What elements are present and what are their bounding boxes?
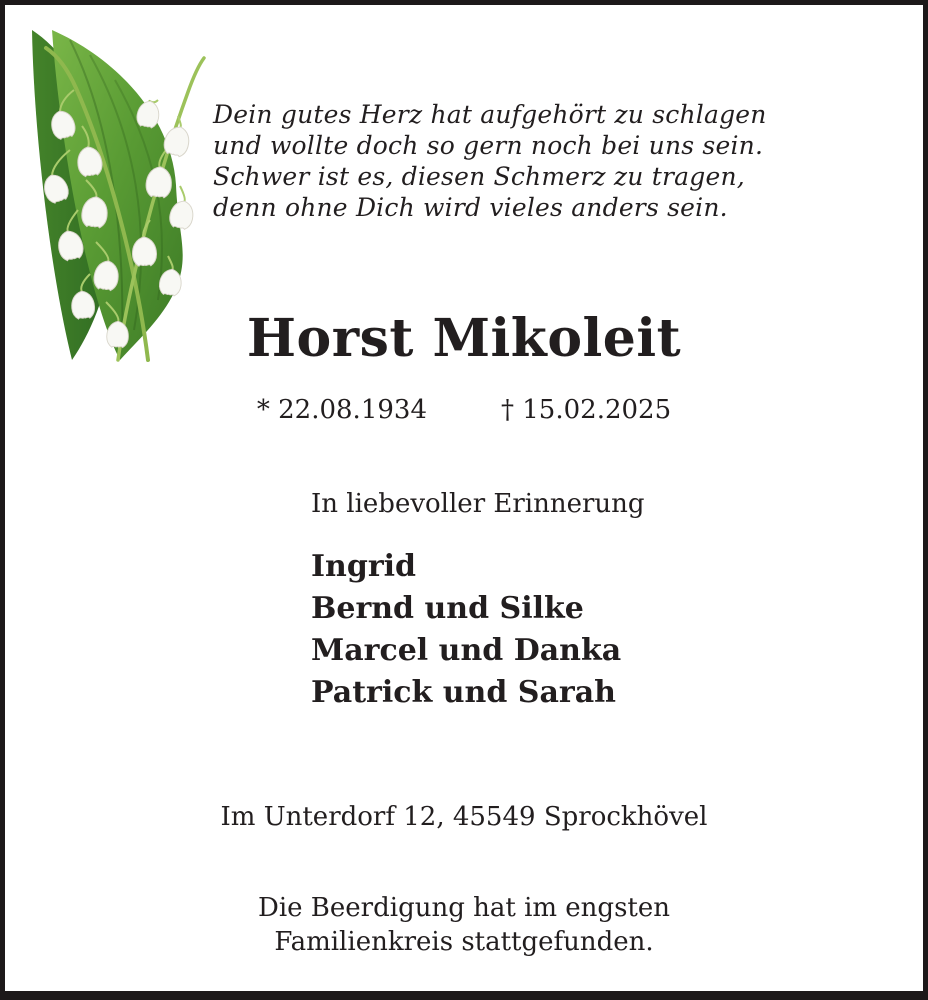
- remembrance-line: In liebevoller Erinnerung: [311, 489, 645, 519]
- poem-line: und wollte doch so gern noch bei uns sein.: [213, 131, 764, 160]
- address-line: Im Unterdorf 12, 45549 Sprockhövel: [220, 802, 708, 832]
- mourners-list: [311, 546, 645, 714]
- mourner-name: Ingrid: [311, 549, 416, 584]
- mourner-name: Bernd und Silke: [311, 591, 584, 626]
- poem-line: Schwer ist es, diesen Schmerz zu tragen,: [213, 162, 745, 191]
- mourner-name: Patrick und Sarah: [311, 675, 616, 710]
- mourners-block: [311, 489, 645, 714]
- mourner-name: Marcel und Danka: [311, 633, 622, 668]
- memorial-poem: [213, 99, 767, 223]
- life-dates: [5, 395, 923, 425]
- funeral-note: [5, 891, 923, 959]
- deceased-name: Horst Mikoleit: [246, 308, 682, 369]
- funeral-note-line: Die Beerdigung hat im engsten: [257, 893, 670, 923]
- funeral-note-line: Familienkreis stattgefunden.: [274, 927, 654, 957]
- birth-date: * 22.08.1934: [256, 395, 427, 425]
- poem-line: Dein gutes Herz hat aufgehört zu schlagen: [213, 100, 767, 129]
- death-date: † 15.02.2025: [501, 395, 672, 425]
- poem-line: denn ohne Dich wird vieles anders sein.: [213, 193, 728, 222]
